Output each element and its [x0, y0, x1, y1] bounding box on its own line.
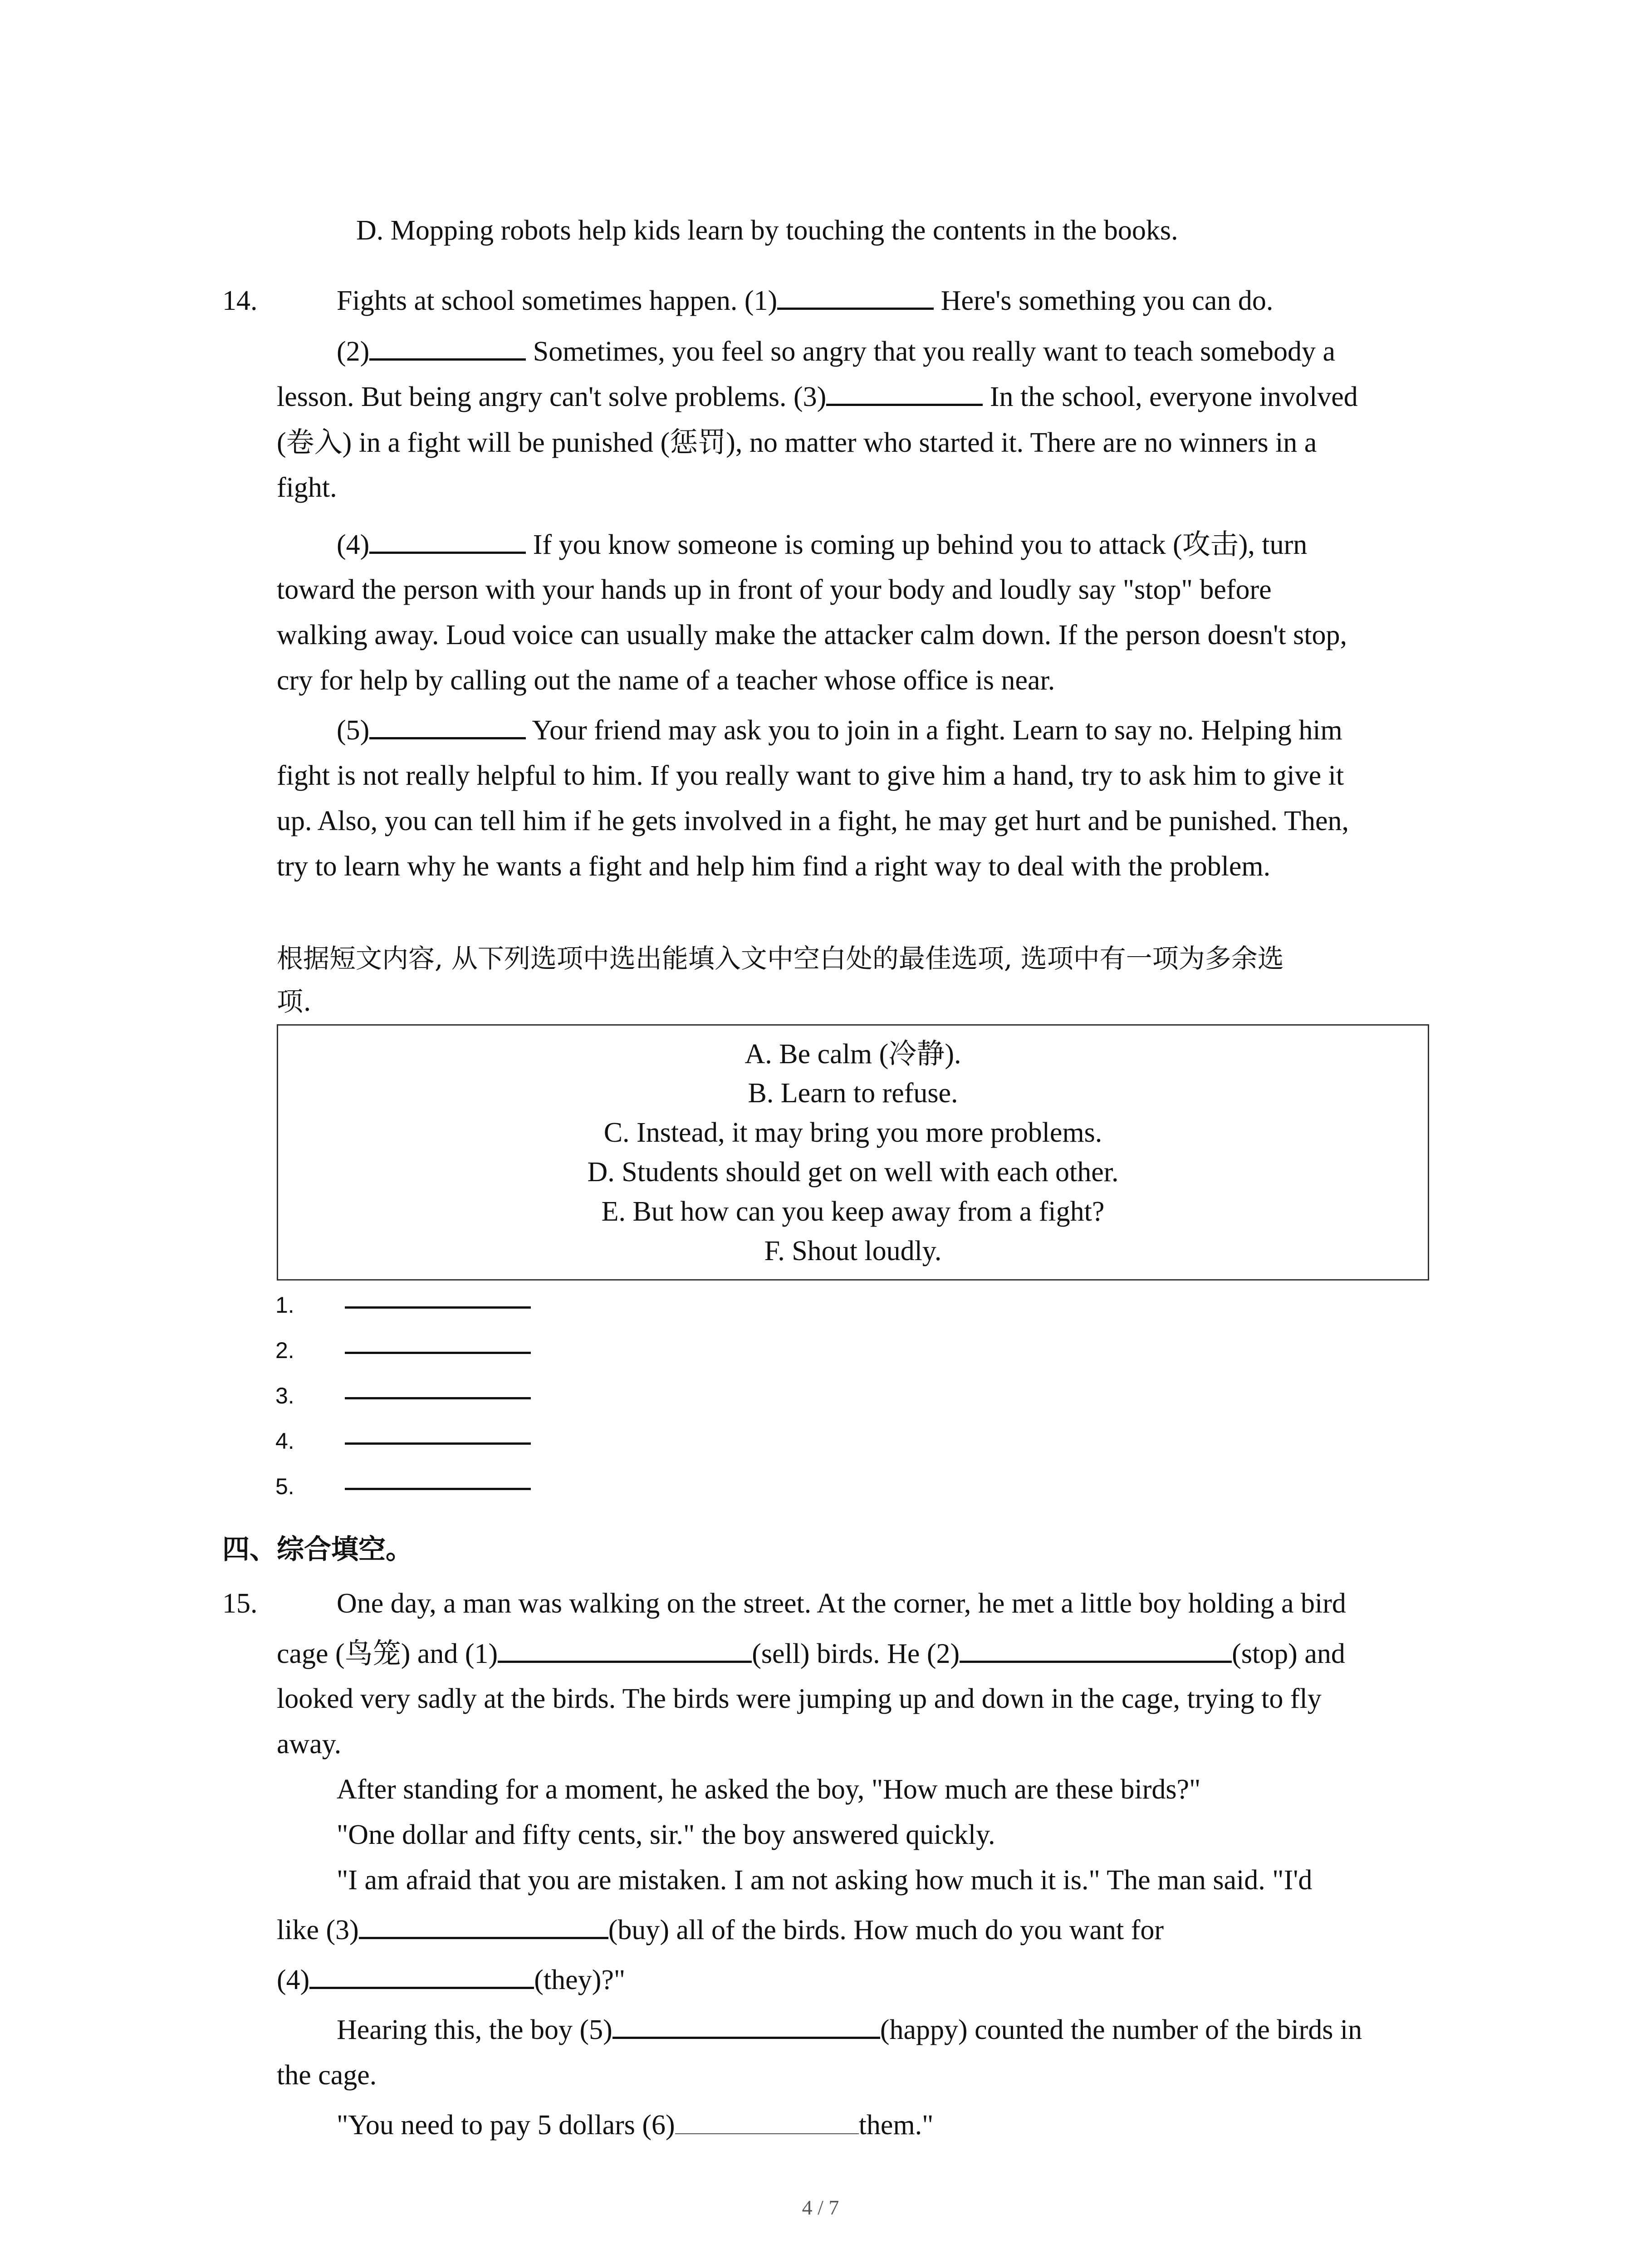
q15-line6: "One dollar and fifty cents, sir." the boy answered quickly. — [337, 1819, 995, 1850]
q15-line3: looked very sadly at the birds. The birds were jumping up and down in the cage, trying to fly — [277, 1683, 1322, 1714]
option-a: A. Be calm (冷静). — [745, 1037, 961, 1070]
answer-line-4[interactable] — [345, 1442, 531, 1445]
q15-line12: "You need to pay 5 dollars (6) them." — [337, 2110, 934, 2141]
blank-15-1[interactable] — [498, 1637, 752, 1663]
option-b: B. Learn to refuse. — [748, 1078, 958, 1109]
q15-line7: "I am afraid that you are mistaken. I am not asking how much it is." The man said. "I'd — [337, 1865, 1313, 1896]
q15-line4: away. — [277, 1729, 342, 1760]
answer-line-3[interactable] — [345, 1397, 531, 1399]
q14-p2-line1: (2) Sometimes, you feel so angry that you really want to teach somebody a — [337, 334, 1335, 369]
blank-5[interactable] — [369, 714, 526, 739]
q13-option-d: D. Mopping robots help kids learn by touching the contents in the books. — [356, 215, 1178, 246]
blank-3[interactable] — [826, 380, 983, 406]
options-box — [277, 1024, 1429, 1281]
q14-p2-line4: fight. — [277, 472, 337, 503]
answer-number-1: 1. — [275, 1292, 294, 1318]
answer-number-3: 3. — [275, 1383, 294, 1408]
answer-number-5: 5. — [275, 1474, 294, 1499]
q14-p3-line4: cry for help by calling out the name of a teacher whose office is near. — [277, 665, 1055, 696]
q14-p4-line2: fight is not really helpful to him. If you really want to give him a hand, try to ask him to give it — [277, 760, 1344, 791]
q15-line5: After standing for a moment, he asked the boy, "How much are these birds?" — [337, 1774, 1201, 1805]
q14-p3-line1: (4) If you know someone is coming up behind you to attack (攻击), turn — [337, 528, 1308, 561]
q15-line10: Hearing this, the boy (5) (happy) counted the number of the birds in — [337, 2013, 1362, 2047]
q15-line2: cage (鸟笼) and (1) (sell) birds. He (2) (stop) and — [277, 1637, 1345, 1670]
q14-p1-line: Fights at school sometimes happen. (1) Here's something you can do. — [337, 284, 1273, 318]
q15-line9: (4) (they)?" — [277, 1963, 625, 1997]
answer-number-4: 4. — [275, 1428, 294, 1454]
blank-1[interactable] — [777, 284, 934, 310]
q14-p3-line2: toward the person with your hands up in front of your body and loudly say "stop" before — [277, 574, 1272, 605]
q15-number: 15. — [222, 1588, 258, 1619]
q14-p3-line3: walking away. Loud voice can usually make the attacker calm down. If the person doesn't stop, — [277, 620, 1347, 650]
option-e: E. But how can you keep away from a fight? — [601, 1196, 1105, 1227]
answer-number-2: 2. — [275, 1338, 294, 1363]
blank-15-2[interactable] — [960, 1637, 1232, 1663]
blank-15-6[interactable] — [675, 2110, 859, 2134]
option-c: C. Instead, it may bring you more problems. — [603, 1117, 1102, 1148]
q14-instruction-line2: 项. — [277, 986, 312, 1017]
q14-p4-line4: try to learn why he wants a fight and help him find a right way to deal with the problem. — [277, 851, 1271, 882]
answer-line-1[interactable] — [345, 1306, 531, 1309]
blank-15-5[interactable] — [612, 2013, 880, 2039]
q14-instruction-line1: 根据短文内容, 从下列选项中选出能填入文中空白处的最佳选项, 选项中有一项为多余选 — [277, 943, 1284, 974]
q14-p4-line1: (5) Your friend may ask you to join in a fight. Learn to say no. Helping him — [337, 713, 1342, 748]
blank-15-3[interactable] — [359, 1913, 608, 1939]
q14-p4-line3: up. Also, you can tell him if he gets involved in a fight, he may get hurt and be punished. Then, — [277, 806, 1349, 836]
q15-line1: One day, a man was walking on the street. At the corner, he met a little boy holding a bird — [337, 1588, 1346, 1619]
answer-line-2[interactable] — [345, 1352, 531, 1354]
q15-line11: the cage. — [277, 2060, 377, 2091]
option-f: F. Shout loudly. — [764, 1236, 942, 1266]
section-title: 四、综合填空。 — [222, 1534, 413, 1565]
page-number: 4 / 7 — [802, 2196, 839, 2219]
blank-2[interactable] — [369, 335, 526, 361]
blank-4[interactable] — [369, 528, 526, 554]
q14-number: 14. — [222, 285, 258, 316]
option-d: D. Students should get on well with each other. — [587, 1157, 1119, 1188]
q14-p2-line2: lesson. But being angry can't solve problems. (3) In the school, everyone involved — [277, 380, 1358, 414]
q15-line8: like (3) (buy) all of the birds. How much do you want for — [277, 1913, 1164, 1947]
q14-p2-line3: (卷入) in a fight will be punished (惩罚), no matter who started it. There are no winners in a — [277, 425, 1317, 459]
answer-line-5[interactable] — [345, 1488, 531, 1490]
blank-15-4[interactable] — [309, 1963, 534, 1989]
